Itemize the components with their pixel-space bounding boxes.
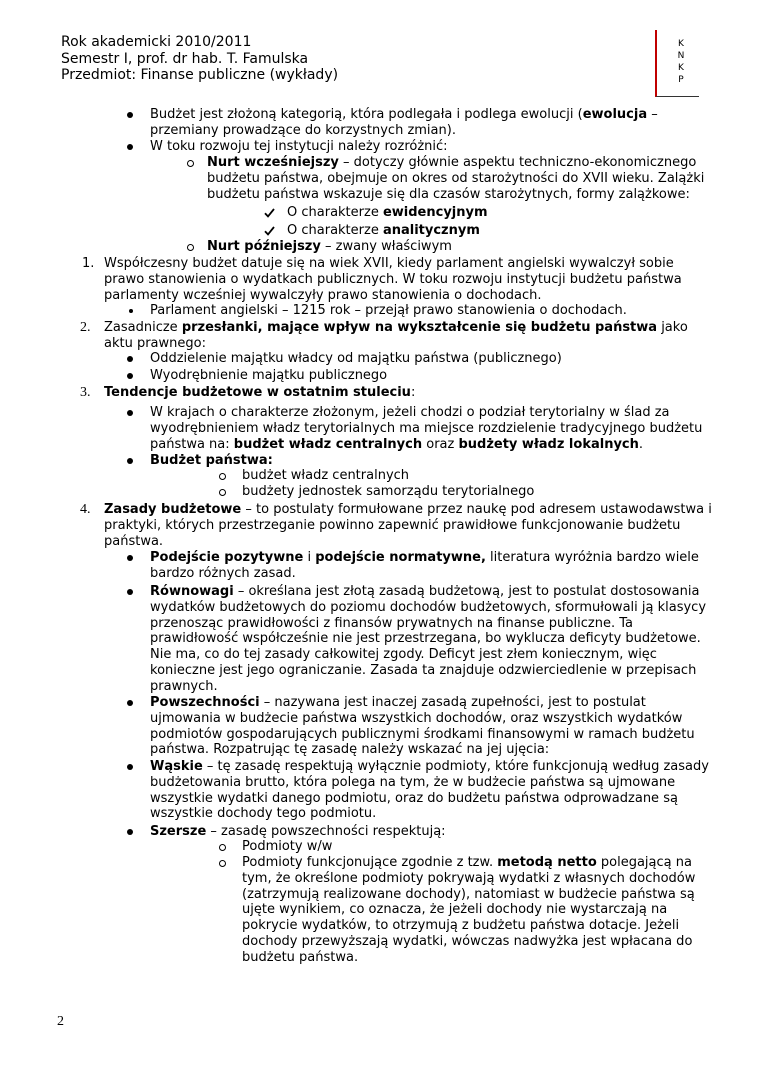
text-segment: pokrycie wydatków, to otrzymują z budżetu państwa dotacje. Jeżeli [242,918,680,934]
text-segment: – określana jest złotą zasadą budżetową, jest to postulat dostosowania [233,584,700,599]
text-line [150,437,702,453]
text-segment: – nazywana jest inaczej zasadą zupełności, jest to postulat [259,695,646,710]
text-line [207,155,704,171]
list-item-central-budget [242,468,409,484]
text-segment: budżetu państwa, obejmuje on okres od starożytności do XVII wieku. Zalążki [207,170,705,186]
course-header [61,34,338,84]
text-segment: dochody przewyższają wydatki, wówczas nadwyżka jest wpłacana do [242,933,693,949]
academic-year: Rok akademicki 2010/2011 [61,34,252,50]
text-line [150,421,702,437]
bold-term: Nurt wcześniejszy [207,155,339,170]
list-item-narrow-scope [150,759,709,822]
bold-term: ewidencyjnym [382,205,488,220]
text-segment: Podmioty w/w [242,839,333,854]
checkmark-icon [264,208,275,218]
text-segment: Zasadnicze [104,320,182,335]
text-line [104,518,712,534]
bold-term: Szersze [150,824,207,839]
bullet-icon [127,829,133,835]
text-segment: – [647,107,658,122]
text-segment: wszystkie wydatki danego podmiotu, oraz do budżetu państwa odprowadzane są [150,790,678,806]
text-segment: oraz [422,436,459,452]
text-line [242,934,695,950]
bold-term: Powszechności [150,695,260,710]
checkmark-stroke [265,227,274,234]
text-line [150,303,627,319]
logo-letter: N [677,51,685,61]
bold-term: budżet władz centralnych [233,436,423,452]
text-line [150,123,658,139]
numbered-section-4 [80,502,712,549]
logo-letter: K [678,39,684,49]
bold-term: podejście normatywne, [315,550,486,565]
logo-accent-line [655,30,657,97]
text-line [150,405,702,421]
text-line [150,566,699,582]
text-segment: budżetu państwa. [242,949,359,965]
text-segment: wyodrębnieniem władz terytorialnych ma miejsce rozdzielenie tradycyjnego budżetu [150,420,703,436]
text-segment: ujęte wynikiem, co oznacza, że jeżeli dochody nie wystarczają na [242,902,668,918]
text-line [207,239,452,255]
text-segment: konieczne jest jego ograniczanie. Zasada ta znajduje odzwierciedlenie w przepisach [150,662,697,678]
text-segment: wszystkie dochody tego podmiotu. [150,806,377,822]
text-segment: przemiany prowadzące do korzystnych zmian). [150,122,456,138]
bold-term: Budżet państwa: [150,453,273,468]
text-line [242,902,695,918]
text-line [150,711,695,727]
text-segment: – zasadę powszechności respektują: [206,824,446,839]
text-segment: literatura wyróżnia bardzo wiele [485,550,699,565]
text-segment: prawo stanowienia o wydatkach publicznych. W toku rozwoju instytucji budżetu państwa [104,271,682,287]
check-item-recording [287,205,488,221]
text-segment: prawnych. [150,678,218,694]
list-item-approaches [150,550,699,582]
text-line [150,600,706,616]
text-line [150,806,709,822]
text-segment: Nie ma, co do tej zasady całkowitej zgody. Deficyt jest złem koniecznym, więc [150,647,657,663]
bold-term: metodą netto [497,855,597,870]
text-segment: jako [657,320,688,335]
text-line [150,727,695,743]
checkmark-stroke [265,209,274,216]
text-line [104,320,688,336]
text-line [104,385,415,401]
bold-term: Tendencje budżetowe w ostatnim stuleciu [104,385,411,400]
text-line [287,205,488,221]
text-line [242,468,409,484]
text-line [150,695,695,711]
hollow-bullet-icon [219,473,226,480]
bullet-icon [127,555,133,561]
text-segment: i [303,550,316,565]
hollow-bullet-icon [219,860,226,867]
text-line [287,223,480,239]
bullet-icon [127,112,133,118]
text-segment: budżetowania brutto, która polega na tym, że w budżecie państwa są ujmowane [150,774,676,790]
bold-term: ewolucja [582,107,648,122]
text-line [242,871,695,887]
bold-term: analitycznym [382,223,480,238]
bullet-icon [127,373,133,379]
text-line [150,550,699,566]
page-number: 2 [57,1014,64,1029]
text-segment: tym, że określone podmioty pokrywają wydatki z własnych dochodów [242,870,696,886]
bold-term: Nurt późniejszy [207,239,321,254]
hollow-bullet-icon [187,244,194,251]
text-segment: Podmioty funkcjonujące zgodnie z tzw. [242,855,498,870]
text-line [150,584,706,600]
list-item-universality-rule [150,695,695,758]
list-item-balance-rule [150,584,706,695]
text-segment: prawidłowość współcześnie nie jest przestrzegana, bo wyklucza deficyty budżetowe. [150,631,701,647]
course-subject: Przedmiot: Finanse publiczne (wykłady) [61,67,339,83]
text-segment: państwa. [104,533,164,549]
text-line [104,534,712,550]
list-item-entities-above [242,839,332,855]
bullet-icon [127,589,133,595]
text-line [242,839,332,855]
text-line [104,256,682,272]
bullet-icon [127,458,133,464]
text-segment: Budżet jest złożoną kategorią, która podlegała i podlega ewolucji ( [150,107,583,122]
semester-lecturer: Semestr I, prof. dr hab. T. Famulska [61,50,309,67]
checkmark-icon [264,226,275,236]
text-line [150,616,706,632]
text-segment: ujmowania w budżecie państwa wszystkich dochodów, oraz wszystkich wydatków [150,710,683,726]
text-line [150,647,706,663]
text-segment: bardzo różnych zasad. [150,565,296,581]
logo-letter: K [678,63,684,73]
text-segment: praktyki, których przestrzeganie powinno zapewnić prawidłowe funkcjonowanie budżetu [104,517,681,533]
list-item-broad-scope [150,824,446,840]
text-segment: Oddzielenie majątku władcy od majątku państwa (publicznego) [150,351,562,366]
list-item-english-parliament [150,303,627,319]
text-line [150,663,706,679]
text-line [150,351,562,367]
text-segment: – tę zasadę respektują wyłącznie podmioty, które funkcjonują według zasady [202,759,709,774]
text-line [207,171,704,187]
numbered-section-3 [80,385,416,401]
text-segment: aktu prawnego: [104,335,206,351]
text-line [242,918,695,934]
bullet-icon [127,410,133,416]
list-item-development [150,139,448,155]
text-line [150,759,709,775]
text-segment: budżetu państwa wskazuje się dla czasów starożytnych, formy zalążkowe: [207,186,690,202]
check-item-analytical [287,223,480,239]
text-segment: polegającą na [596,855,692,870]
text-segment: – dotyczy głównie aspektu techniczno-ekonomicznego [338,155,697,170]
numbered-section-1 [82,256,682,303]
logo-letters [676,38,686,86]
text-segment: budżet władz centralnych [242,468,410,483]
list-item-public-property [150,368,387,384]
text-line [150,139,448,155]
section-number: 4. [80,502,91,517]
hollow-bullet-icon [219,489,226,496]
list-item-complex-states [150,405,702,452]
section-number: 1. [82,256,95,271]
bullet-icon [127,764,133,770]
text-line [242,887,695,903]
text-segment: – to postulaty formułowane przez naukę pod adresem ustawodawstwa i [241,502,712,517]
text-segment: : [410,385,416,400]
list-item-local-budgets [242,484,534,500]
bold-term: przesłanki, mające wpływ na wykształcenie się budżetu państwa [181,320,658,335]
text-segment: W toku rozwoju tej instytucji należy rozróżnić: [150,139,448,154]
bold-term: Podejście pozytywne [150,550,304,565]
list-item-separation [150,351,562,367]
text-line [242,855,695,871]
text-segment: Wyodrębnienie majątku publicznego [150,368,388,383]
list-item-state-budget [150,453,273,469]
text-line [207,187,704,203]
text-segment: O charakterze [287,205,383,220]
text-line [242,484,534,500]
text-segment: O charakterze [287,223,383,238]
text-segment: – zwany właściwym [320,239,452,254]
bullet-icon [129,309,133,313]
text-line [104,288,682,304]
numbered-section-2 [80,320,688,352]
section-number: 3. [80,385,91,400]
hollow-bullet-icon [187,160,194,167]
logo-base-line [656,96,699,97]
text-segment: . [638,436,644,452]
text-line [150,368,387,384]
text-line [150,791,709,807]
text-line [150,824,446,840]
text-line [104,502,712,518]
hollow-bullet-icon [219,844,226,851]
text-line [104,336,688,352]
text-segment: budżety jednostek samorządu terytorialnego [242,484,535,499]
text-line [104,272,682,288]
text-line [150,107,658,123]
section-number: 2. [80,320,91,335]
text-line [150,775,709,791]
text-line [150,631,706,647]
text-segment: przenosząc prawidłowości z finansów prywatnych na finanse publiczne. Ta [150,615,633,631]
text-segment: Współczesny budżet datuje się na wiek XVII, kiedy parlament angielski wywalczył sobie [104,256,674,271]
text-segment: państwa. Rozpatrując tę zasadę należy wskazać na jej ujęcia: [150,742,550,758]
bold-term: Wąskie [150,759,203,774]
text-line [242,950,695,966]
text-segment: Parlament angielski – 1215 rok – przejął prawo stanowienia o dochodach. [150,303,627,318]
text-line [150,453,273,469]
text-segment: państwa na: [150,436,234,452]
list-item-later-trend [207,239,452,255]
bold-term: budżety władz lokalnych [458,436,639,452]
bullet-icon [127,700,133,706]
text-segment: (zatrzymują realizowane dochody), natomiast w budżecie państwa są [242,886,695,902]
bullet-icon [127,144,133,150]
text-segment: parlamenty wcześniej wywalczyły prawo stanowienia o dochodach. [104,287,542,303]
text-line [150,742,695,758]
list-item-net-method [242,855,695,966]
logo-letter: P [678,75,684,85]
text-line [150,679,706,695]
text-segment: wydatków budżetowych do poziomu dochodów budżetowych, sformułowali ją klasycy [150,599,707,615]
text-segment: podmiotów gospodarujących publicznymi środkami finansowymi w ramach budżetu [150,726,695,742]
bold-term: Równowagi [150,584,234,599]
bullet-icon [127,356,133,362]
list-item-earlier-trend [207,155,704,202]
bold-term: Zasady budżetowe [104,502,242,517]
text-segment: W krajach o charakterze złożonym, jeżeli chodzi o podział terytorialny w ślad za [150,405,670,420]
list-item-budget-evolution [150,107,658,139]
